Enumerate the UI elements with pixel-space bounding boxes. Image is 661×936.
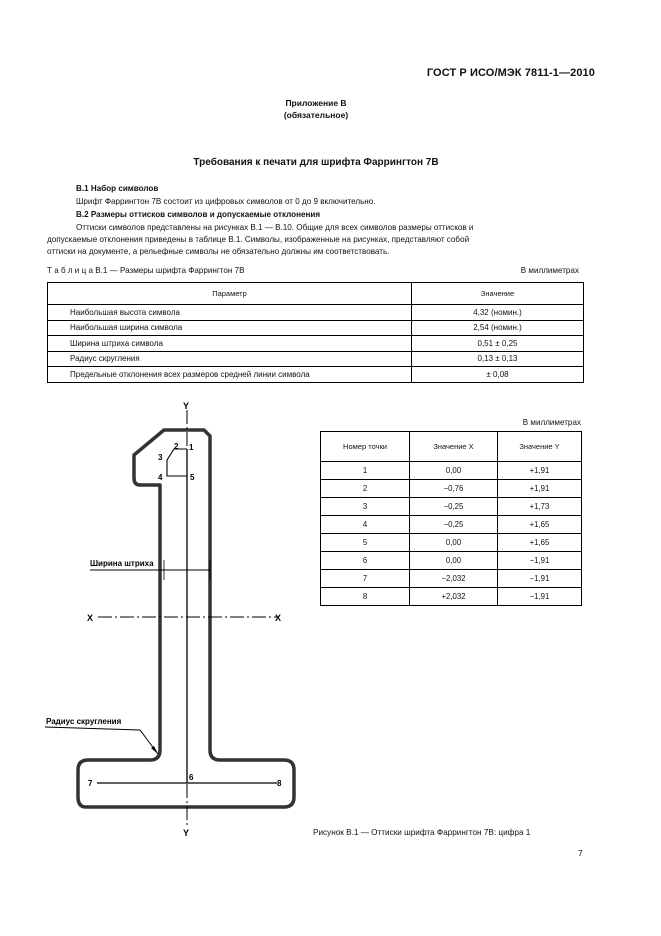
table-cell-value: 0,51 ± 0,25 (412, 336, 584, 352)
section-title: Требования к печати для шрифта Фаррингтон 7В (193, 157, 439, 168)
b2-line-1: Оттиски символов представлены на рисунках В.1 — В.10. Общие для всех символов размеры оттисков и (76, 223, 474, 232)
table-row (48, 320, 584, 336)
table-cell-value: 2,54 (номин.) (412, 320, 584, 336)
annex-title: Приложение В (285, 98, 347, 108)
table-cell-param: Предельные отклонения всех размеров средней линии символа (48, 367, 412, 383)
table1-caption (47, 265, 245, 276)
table-row (321, 498, 582, 516)
cell-y: −1,91 (498, 552, 582, 570)
dimensions-table (47, 282, 584, 383)
table1-units: В миллиметрах (520, 266, 579, 275)
table1-header-param: Параметр (48, 283, 412, 305)
point-label: 7 (88, 779, 93, 788)
cell-point: 3 (321, 498, 410, 516)
point-label: 3 (158, 453, 163, 462)
table-cell-value: ± 0,08 (412, 367, 584, 383)
table-row (48, 367, 584, 383)
cell-y: −1,91 (498, 588, 582, 606)
page-number: 7 (578, 848, 583, 858)
table-row (48, 305, 584, 321)
stroke-width-label: Ширина штриха (90, 559, 154, 568)
cell-x: −0,25 (410, 498, 498, 516)
table2-header-x: Значение X (410, 432, 498, 462)
cell-y: +1,65 (498, 534, 582, 552)
cell-y: +1,91 (498, 462, 582, 480)
cell-point: 8 (321, 588, 410, 606)
cell-x: +2,032 (410, 588, 498, 606)
b2-line-3: оттиски на документе, а рельефные символы не обязательно должны им соответствовать. (47, 247, 390, 256)
table1-caption-prefix: Т а б л и ц а В.1 (47, 266, 108, 275)
table-row (321, 588, 582, 606)
cell-point: 7 (321, 570, 410, 588)
cell-x: 0,00 (410, 552, 498, 570)
point-coordinates-table (320, 431, 582, 606)
cell-point: 6 (321, 552, 410, 570)
annex-heading (0, 97, 632, 121)
table-row (321, 516, 582, 534)
radius-label: Радиус скругления (46, 717, 122, 726)
cell-x: −2,032 (410, 570, 498, 588)
point-label: 6 (189, 773, 194, 782)
cell-y: +1,91 (498, 480, 582, 498)
table2-header-point: Номер точки (321, 432, 410, 462)
table-cell-value: 4,32 (номин.) (412, 305, 584, 321)
cell-point: 4 (321, 516, 410, 534)
point-label: 4 (158, 473, 163, 482)
table-cell-param: Радиус скругления (48, 351, 412, 367)
table2-units: В миллиметрах (522, 418, 581, 427)
digit-one-figure (40, 395, 300, 840)
annex-status: (обязательное) (283, 110, 349, 120)
x-axis-label-right: X (275, 613, 282, 623)
table-cell-param: Ширина штриха символа (48, 336, 412, 352)
b1-text: Шрифт Фаррингтон 7В состоит из цифровых символов от 0 до 9 включительно. (76, 197, 376, 206)
cell-y: −1,91 (498, 570, 582, 588)
cell-x: 0,00 (410, 462, 498, 480)
table-row (321, 552, 582, 570)
point-label: 1 (189, 443, 194, 452)
cell-point: 1 (321, 462, 410, 480)
table-row (48, 336, 584, 352)
table-row (321, 534, 582, 552)
y-axis-label-top: Y (183, 401, 190, 411)
cell-x: 0,00 (410, 534, 498, 552)
cell-y: +1,65 (498, 516, 582, 534)
table1-header-value: Значение (412, 283, 584, 305)
centerline-serif (167, 449, 187, 476)
table-cell-param: Наибольшая высота символа (48, 305, 412, 321)
document-header: ГОСТ Р ИСО/МЭК 7811-1—2010 (426, 67, 595, 79)
point-label: 8 (277, 779, 282, 788)
cell-point: 2 (321, 480, 410, 498)
cell-y: +1,73 (498, 498, 582, 516)
table-cell-value: 0,13 ± 0,13 (412, 351, 584, 367)
cell-x: −0,76 (410, 480, 498, 498)
table-row (321, 480, 582, 498)
radius-arrow-icon (151, 746, 158, 754)
table-row (321, 462, 582, 480)
table-row (48, 351, 584, 367)
radius-leader (45, 727, 158, 754)
b2-line-2: допускаемые отклонения приведены в таблице В.1. Символы, изображенные на рисунках, представляют собой (47, 235, 470, 244)
cell-x: −0,25 (410, 516, 498, 534)
b1-heading: В.1 Набор символов (76, 184, 159, 193)
table2-header-y: Значение Y (498, 432, 582, 462)
figure-caption: Рисунок В.1 — Оттиски шрифта Фаррингтон 7В: цифра 1 (313, 828, 531, 837)
x-axis-label-left: X (87, 613, 94, 623)
table1-caption-rest: — Размеры шрифта Фаррингтон 7В (107, 266, 245, 275)
table-row (321, 570, 582, 588)
digit-outline (78, 430, 294, 807)
cell-point: 5 (321, 534, 410, 552)
y-axis-label-bottom: Y (183, 828, 190, 838)
point-label: 5 (190, 473, 195, 482)
point-label: 2 (174, 442, 179, 451)
table-cell-param: Наибольшая ширина символа (48, 320, 412, 336)
b2-heading: В.2 Размеры оттисков символов и допускаемые отклонения (76, 210, 321, 219)
